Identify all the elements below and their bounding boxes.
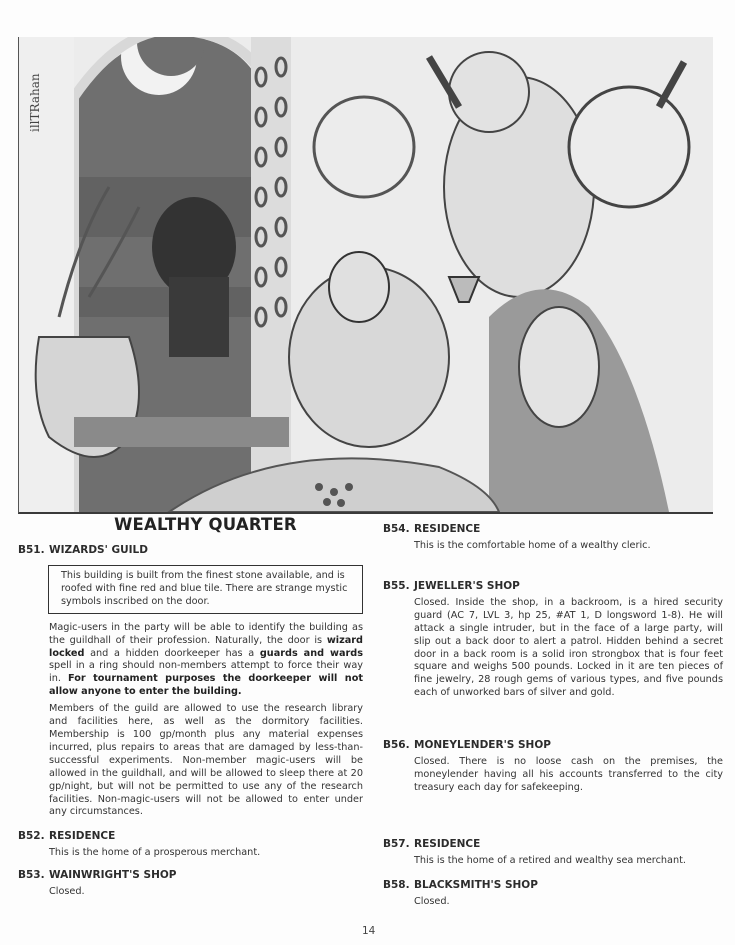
entry-heading bbox=[383, 579, 723, 593]
entry-title: RESIDENCE bbox=[414, 523, 481, 535]
entry-code: B51. bbox=[18, 544, 45, 556]
paragraph: This is the home of a retired and wealthy sea merchant. bbox=[414, 854, 687, 866]
entry-heading bbox=[18, 543, 363, 557]
entry-heading bbox=[18, 829, 363, 843]
entry-b52 bbox=[18, 829, 363, 860]
entry-b58 bbox=[383, 878, 723, 909]
paragraph: Closed. Inside the shop, in a backroom, is a hired security guard (AC 7, LVL 3, hp 25, #AT 1, D longsword 1-8). He will attack a single intruder, but in the face of a large party, will slip out a back door to alert a patrol. Hidden behind a secret door in a back room is a solid iron strongbox that is four feet square and weighs 500 pounds. Locked in it are ten pieces of fine jewelry, 28 rough gems of various types, and five pounds each of unworked bars of silver and gold. bbox=[414, 596, 723, 699]
bold-tournament-note: For tournament purposes the doorkeeper will not allow anyone to enter the building. bbox=[49, 673, 363, 698]
entry-title: JEWELLER'S SHOP bbox=[414, 579, 520, 592]
entry-b57 bbox=[383, 837, 723, 868]
entry-title: BLACKSMITH'S SHOP bbox=[414, 878, 538, 891]
entry-title: WAINWRIGHT'S SHOP bbox=[49, 869, 177, 882]
left-column bbox=[18, 515, 363, 903]
right-column bbox=[383, 522, 723, 913]
entry-code: B55. bbox=[383, 579, 410, 592]
entry-code: B57. bbox=[383, 837, 410, 850]
entry-code: B53. bbox=[18, 869, 45, 882]
paragraph: This is the comfortable home of a wealthy cleric. bbox=[414, 540, 651, 551]
entry-heading bbox=[383, 878, 723, 892]
paragraph bbox=[49, 622, 363, 699]
entry-b55 bbox=[383, 579, 723, 700]
paragraph: Closed. bbox=[49, 886, 85, 898]
text-segment: Magic-users in the party will be able to identify the building as the guildhall of their profession. Naturally, the door is bbox=[49, 621, 363, 646]
entry-body bbox=[49, 886, 363, 899]
entry-body bbox=[414, 540, 723, 553]
entry-body bbox=[49, 622, 363, 820]
paragraph: Members of the guild are allowed to use the research library and facilities here, as well as the dormitory facilities. Membership is 100 gp/month plus any material expenses incurred, plus repairs to areas that are damaged by less-than-successful experiments. Non-member magic-users will be allowed in the guildhall, and will be allowed to sleep there at 20 gp/night, but will not be permitted to use any of the research facilities. Non-magic-users will not be allowed to enter under any circumstances. bbox=[49, 703, 363, 818]
entry-b53 bbox=[18, 868, 363, 899]
entry-body bbox=[49, 847, 363, 860]
entry-heading bbox=[18, 868, 363, 882]
boxed-read-aloud-text: This building is built from the finest stone available, and is roofed with fine red and blue tile. There are strange mystic symbols inscribed on the door. bbox=[48, 565, 363, 614]
paragraph: This is the home of a prosperous merchant. bbox=[49, 847, 261, 859]
dragon-shield bbox=[569, 87, 689, 207]
illustration-drawing bbox=[19, 37, 713, 512]
entry-title: RESIDENCE bbox=[414, 837, 481, 850]
page-number: 14 bbox=[362, 925, 376, 937]
bold-term: guards and wards bbox=[259, 647, 363, 659]
section-title: WEALTHY QUARTER bbox=[114, 515, 297, 534]
bold-term: wizard locked bbox=[49, 634, 363, 659]
illustration-wealthy-quarter bbox=[18, 37, 713, 514]
text-segment: spell in a ring should non-members attempt to force their way in. bbox=[49, 660, 363, 685]
entry-title: WIZARDS' GUILD bbox=[49, 544, 148, 556]
entry-code: B56. bbox=[383, 739, 410, 752]
entry-heading bbox=[383, 522, 723, 536]
entry-body bbox=[414, 756, 723, 795]
entry-heading bbox=[383, 837, 723, 851]
paragraph: Closed. bbox=[414, 895, 450, 907]
entry-title: RESIDENCE bbox=[49, 830, 116, 843]
paragraph: Closed. There is no loose cash on the premises, the moneylender having all his accounts transferred to the city treasury each day for safekeeping. bbox=[414, 756, 723, 793]
svg-text:illTRahan: illTRahan bbox=[28, 73, 42, 132]
entry-code: B58. bbox=[383, 878, 410, 891]
entry-b54 bbox=[383, 522, 723, 553]
entry-b56 bbox=[383, 738, 723, 795]
entry-title: MONEYLENDER'S SHOP bbox=[414, 739, 551, 752]
entry-body bbox=[414, 597, 723, 700]
entry-code: B54. bbox=[383, 523, 410, 535]
entry-heading bbox=[383, 738, 723, 752]
entry-b51 bbox=[18, 543, 363, 819]
entry-body bbox=[414, 896, 723, 909]
text-segment: and a hidden doorkeeper has a bbox=[84, 647, 260, 659]
entry-body bbox=[414, 855, 723, 868]
entry-code: B52. bbox=[18, 830, 45, 843]
